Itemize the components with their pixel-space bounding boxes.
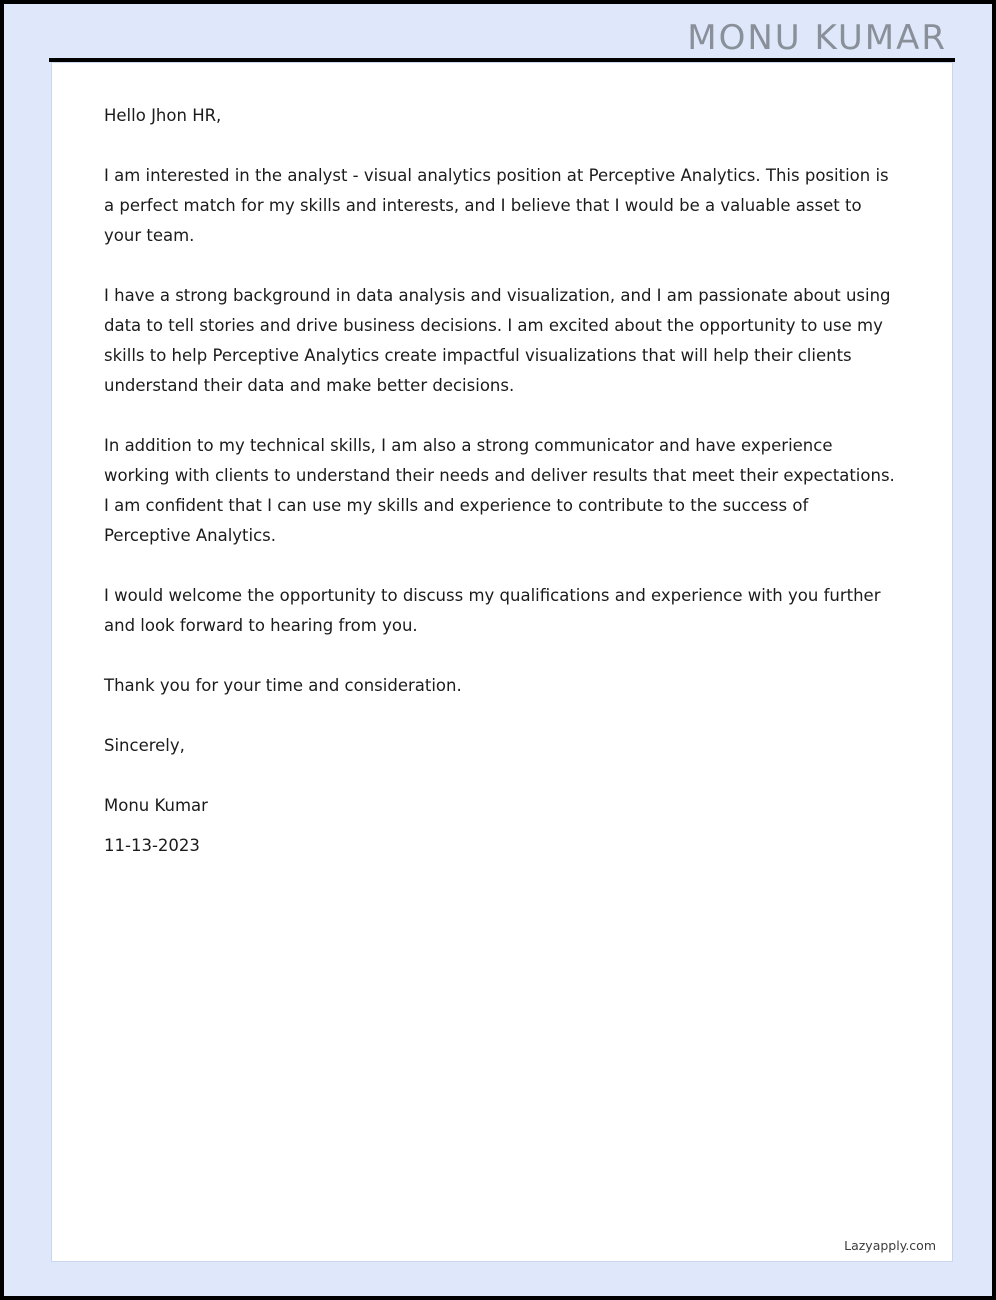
letter-signature-name: Monu Kumar: [104, 796, 208, 815]
cover-letter-body: [104, 101, 896, 891]
letter-paragraph-3: In addition to my technical skills, I am also a strong communicator and have experience working with clients to understand their needs and deliver results that meet their expectations. I am confident that I can use my skills and experience to contribute to the success of Perceptive Analytics.: [104, 436, 895, 545]
letter-sheet: [51, 62, 953, 1262]
letter-date: 11-13-2023: [104, 836, 200, 855]
letter-paragraph-4: I would welcome the opportunity to discuss my qualifications and experience with you further and look forward to hearing from you.: [104, 586, 881, 635]
letter-salutation: Hello Jhon HR,: [104, 106, 222, 125]
letter-paragraph-5: Thank you for your time and consideration.: [104, 676, 462, 695]
document-header: [49, 18, 947, 58]
letter-paragraph-2: I have a strong background in data analysis and visualization, and I am passionate about using data to tell stories and drive business decisions. I am excited about the opportunity to use my skills to help Perceptive Analytics create impactful visualizations that will help their clients understand their data and make better decisions.: [104, 286, 891, 395]
letter-paragraph-1: I am interested in the analyst - visual analytics position at Perceptive Analytics. This position is a perfect match for my skills and interests, and I believe that I would be a valuable asset to your team.: [104, 166, 889, 245]
page-title: MONU KUMAR: [687, 18, 947, 58]
letter-closing: Sincerely,: [104, 736, 185, 755]
footer-brand-label: Lazyapply.com: [844, 1238, 936, 1253]
